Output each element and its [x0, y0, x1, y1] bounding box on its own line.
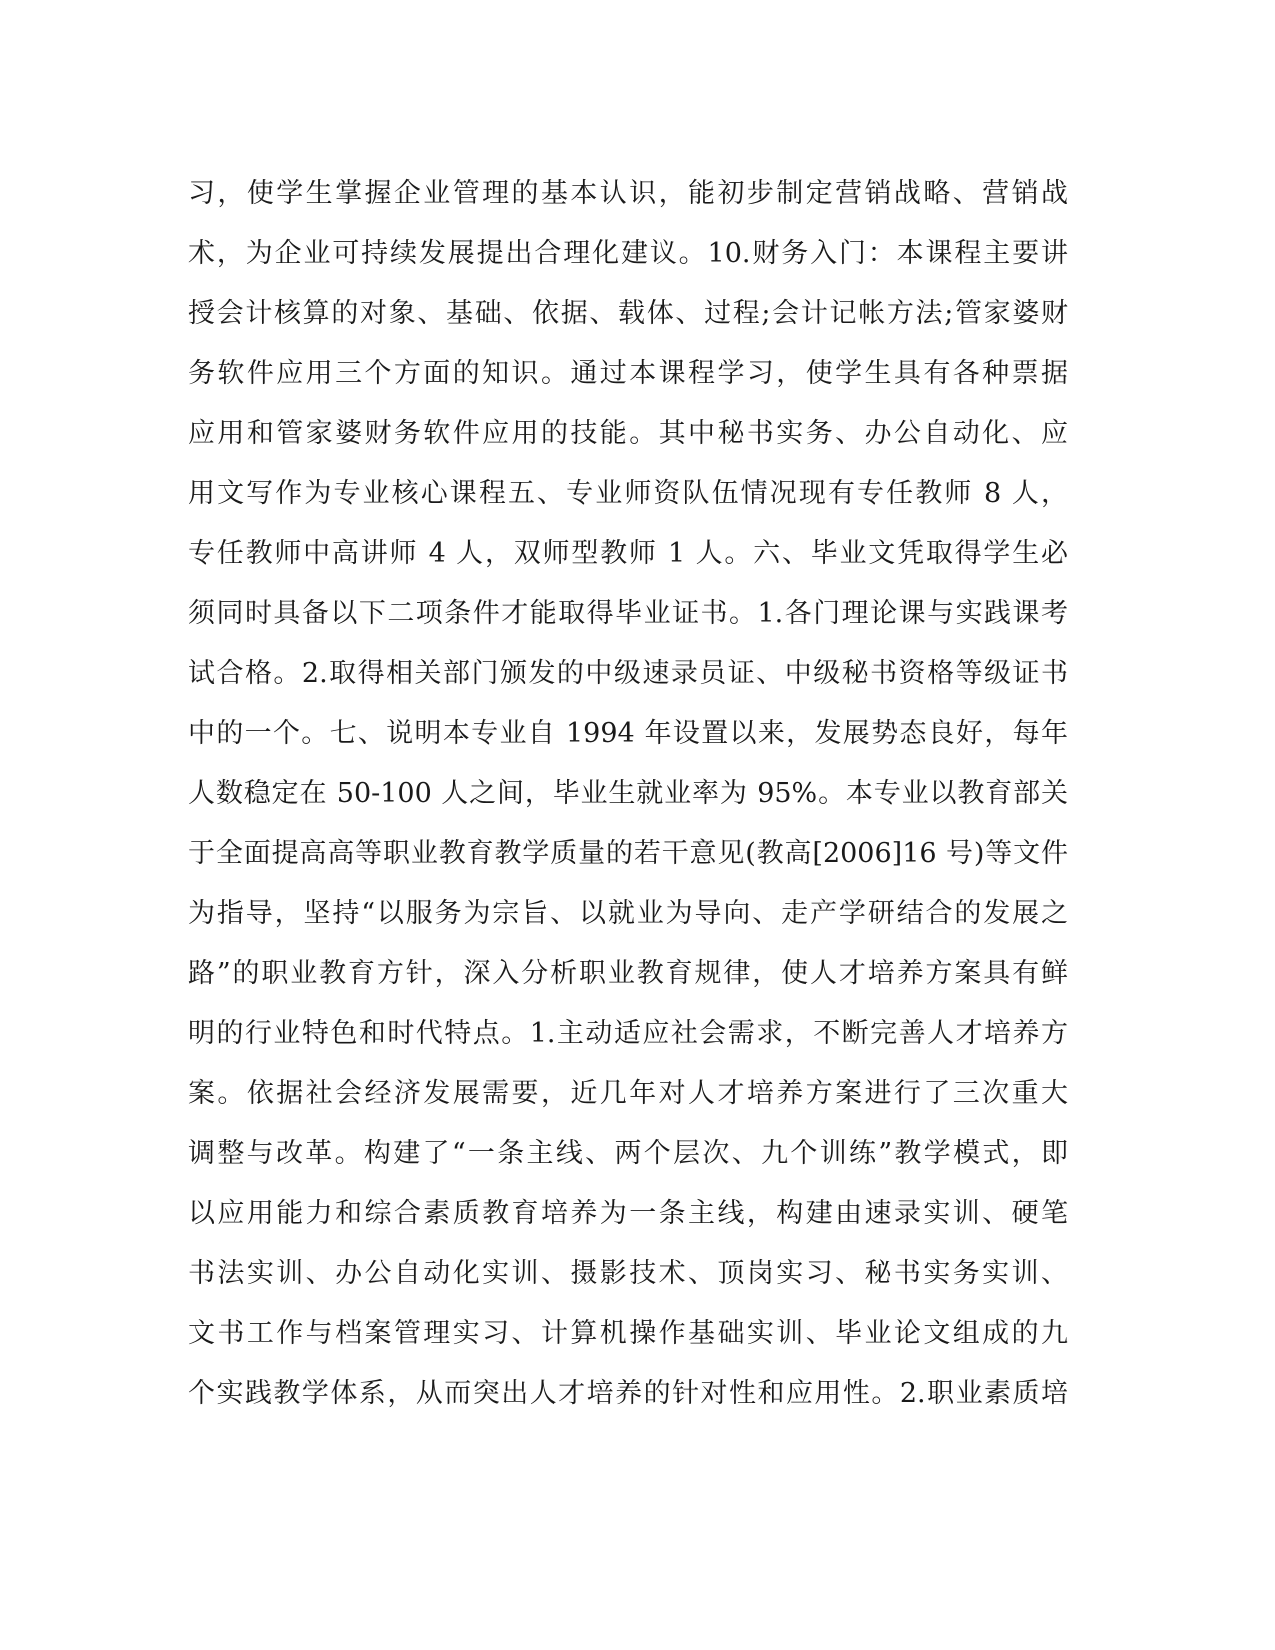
text-line: 中的一个。七、说明本专业自 1994 年设置以来，发展势态良好，每年 — [188, 718, 1068, 749]
text-line: 用文写作为专业核心课程五、专业师资队伍情况现有专任教师 8 人， — [188, 478, 1068, 509]
text-line: 授会计核算的对象、基础、依据、载体、过程;会计记帐方法;管家婆财 — [188, 298, 1068, 329]
text-line: 为指导，坚持“以服务为宗旨、以就业为导向、走产学研结合的发展之 — [188, 898, 1068, 929]
text-line: 文书工作与档案管理实习、计算机操作基础实训、毕业论文组成的九 — [188, 1318, 1068, 1349]
text-line: 须同时具备以下二项条件才能取得毕业证书。1.各门理论课与实践课考 — [188, 598, 1068, 629]
text-line: 应用和管家婆财务软件应用的技能。其中秘书实务、办公自动化、应 — [188, 418, 1068, 449]
text-line: 明的行业特色和时代特点。1.主动适应社会需求，不断完善人才培养方 — [188, 1018, 1068, 1049]
text-line: 调整与改革。构建了“一条主线、两个层次、九个训练”教学模式，即 — [188, 1138, 1068, 1169]
text-line: 个实践教学体系，从而突出人才培养的针对性和应用性。2.职业素质培 — [188, 1378, 1068, 1409]
text-line: 术，为企业可持续发展提出合理化建议。10.财务入门：本课程主要讲 — [188, 238, 1068, 269]
text-line: 书法实训、办公自动化实训、摄影技术、顶岗实习、秘书实务实训、 — [188, 1258, 1068, 1289]
text-line: 以应用能力和综合素质教育培养为一条主线，构建由速录实训、硬笔 — [188, 1198, 1068, 1229]
text-line: 试合格。2.取得相关部门颁发的中级速录员证、中级秘书资格等级证书 — [188, 658, 1068, 689]
text-line: 案。依据社会经济发展需要，近几年对人才培养方案进行了三次重大 — [188, 1078, 1068, 1109]
body-paragraph — [188, 164, 1068, 1424]
text-line: 于全面提高高等职业教育教学质量的若干意见(教高[2006]16 号)等文件 — [188, 838, 1068, 869]
text-line: 习，使学生掌握企业管理的基本认识，能初步制定营销战略、营销战 — [188, 178, 1068, 209]
text-line: 专任教师中高讲师 4 人，双师型教师 1 人。六、毕业文凭取得学生必 — [188, 538, 1068, 569]
text-line: 务软件应用三个方面的知识。通过本课程学习，使学生具有各种票据 — [188, 358, 1068, 389]
text-line: 路”的职业教育方针，深入分析职业教育规律，使人才培养方案具有鲜 — [188, 958, 1068, 989]
text-line: 人数稳定在 50-100 人之间，毕业生就业率为 95%。本专业以教育部关 — [188, 778, 1068, 809]
